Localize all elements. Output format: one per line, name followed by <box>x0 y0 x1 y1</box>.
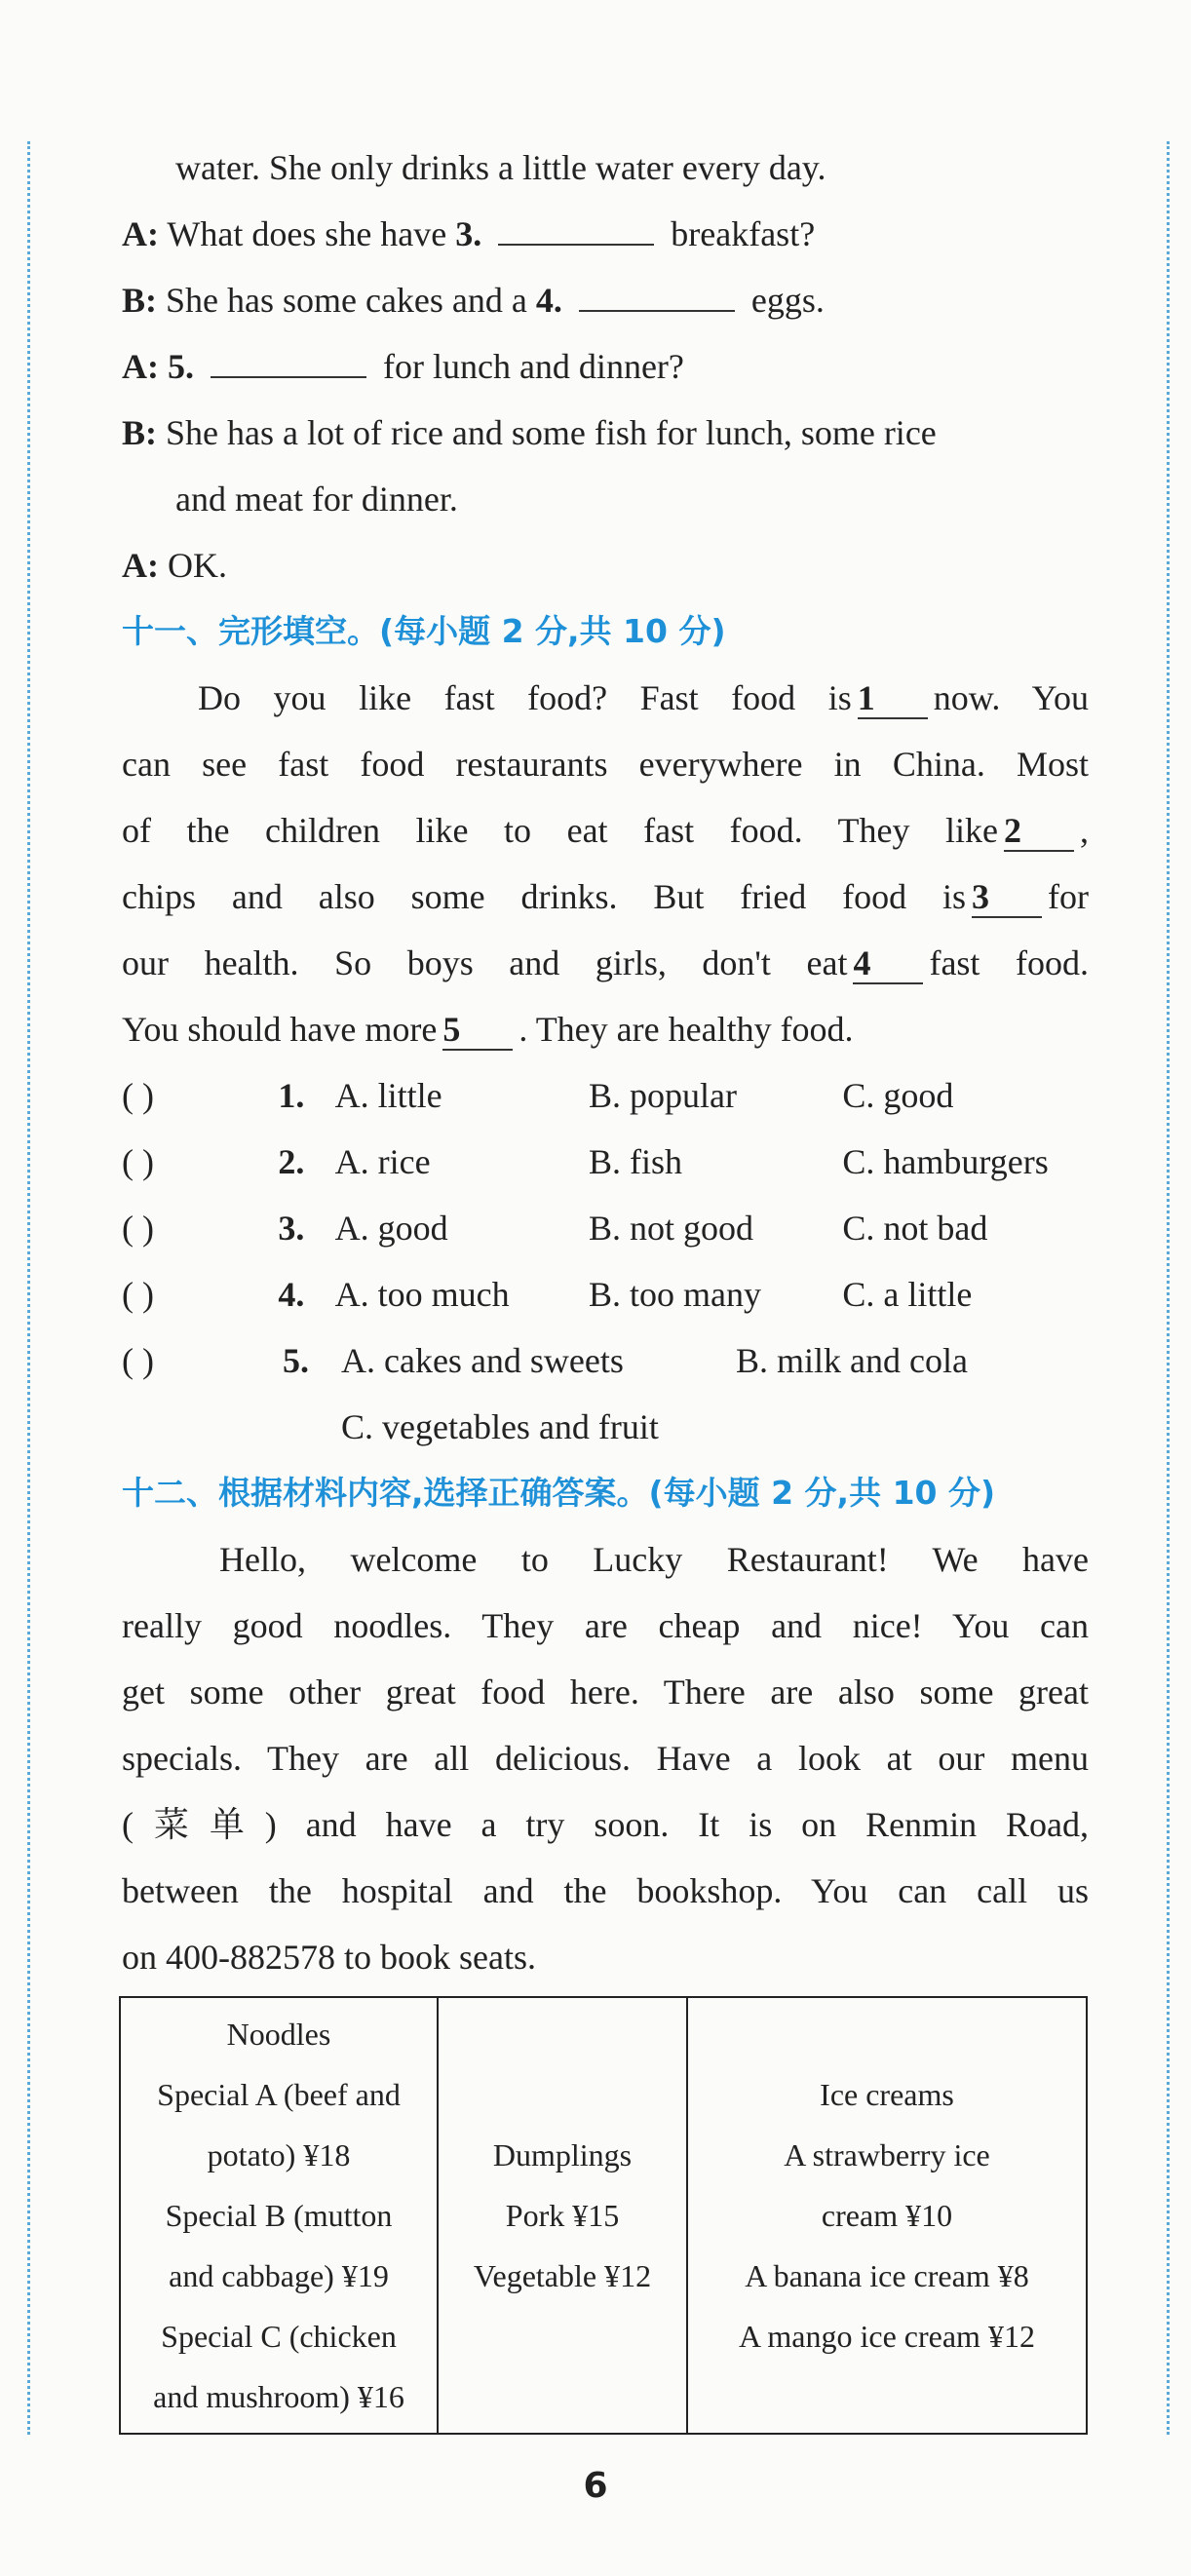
answer-paren[interactable]: ( ) <box>122 1142 154 1181</box>
cloze-line-2: can see fast food restaurants everywhere in China. Most <box>122 745 1089 784</box>
reading-line-3: get some other great food here. There are also some great <box>122 1672 1089 1711</box>
dialogue-line-3 <box>122 267 1089 333</box>
section-11-heading: 十一、完形填空。(每小题 2 分,共 10 分) <box>122 612 726 650</box>
menu-item: Special C (chicken <box>161 2319 397 2354</box>
question-number: 2. <box>278 1142 305 1181</box>
option-a: A. good <box>334 1209 448 1248</box>
option-b: B. fish <box>589 1142 683 1181</box>
cloze-line-4 <box>122 864 1089 930</box>
answer-paren[interactable]: ( ) <box>122 1341 154 1380</box>
left-margin-dotted-line <box>27 141 30 2435</box>
menu-heading: Noodles <box>226 2017 331 2052</box>
option-c: C. good <box>842 1076 954 1115</box>
cloze-gap-4[interactable]: 4 <box>853 943 923 984</box>
question-row-5-cont <box>122 1394 1089 1460</box>
cloze-gap-2[interactable]: 2 <box>1004 811 1074 852</box>
menu-heading: Dumplings <box>492 2137 633 2172</box>
dialogue-text: eggs. <box>742 281 825 320</box>
question-number: 4. <box>278 1275 305 1314</box>
option-c: C. hamburgers <box>842 1142 1049 1181</box>
option-a: A. rice <box>334 1142 431 1181</box>
cloze-text: now. You <box>933 678 1090 717</box>
restaurant-menu-table <box>119 1996 1088 2435</box>
menu-item: and cabbage) ¥19 <box>169 2258 389 2293</box>
answer-paren[interactable]: ( ) <box>122 1076 154 1115</box>
speaker-label: A: <box>122 546 159 585</box>
question-row-3 <box>122 1195 1089 1261</box>
cloze-text: chips and also some drinks. But fried food is <box>122 877 967 916</box>
dialogue-line-2 <box>122 201 1089 267</box>
menu-item: Special B (mutton <box>165 2198 393 2233</box>
option-c: C. not bad <box>842 1209 988 1248</box>
question-number: 5. <box>283 1341 309 1380</box>
option-b: B. popular <box>589 1076 737 1115</box>
menu-item: Vegetable ¥12 <box>473 2258 652 2293</box>
menu-item: potato) ¥18 <box>207 2137 351 2172</box>
menu-item: Pork ¥15 <box>505 2198 620 2233</box>
cloze-line-6 <box>122 996 1089 1062</box>
reading-line-7: on 400-882578 to book seats. <box>122 1938 536 1977</box>
blank-number: 4. <box>535 281 562 320</box>
dialogue-text: What does she have <box>167 214 456 253</box>
reading-line-4: specials. They are all delicious. Have a look at our menu <box>122 1739 1089 1778</box>
dialogue-line-4 <box>122 333 1089 400</box>
cloze-gap-5[interactable]: 5 <box>442 1010 513 1051</box>
reading-line-1: Hello, welcome to Lucky Restaurant! We have <box>219 1540 1089 1579</box>
cloze-line-5 <box>122 930 1089 996</box>
dialogue-text: breakfast? <box>662 214 816 253</box>
blank-number: 5. <box>168 347 194 386</box>
question-number: 3. <box>278 1209 305 1248</box>
menu-item: Special A (beef and <box>157 2077 401 2112</box>
answer-paren[interactable]: ( ) <box>122 1275 154 1314</box>
answer-blank-5[interactable] <box>211 347 366 378</box>
section-12-heading: 十二、根据材料内容,选择正确答案。(每小题 2 分,共 10 分) <box>122 1474 996 1512</box>
cloze-text: for <box>1048 877 1089 916</box>
option-c: C. vegetables and fruit <box>341 1407 659 1446</box>
speaker-label: B: <box>122 281 157 320</box>
option-a: A. too much <box>334 1275 510 1314</box>
menu-item: cream ¥10 <box>821 2198 953 2233</box>
dialogue-text: OK. <box>168 546 227 585</box>
page-content <box>122 135 1089 1990</box>
question-row-1 <box>122 1062 1089 1129</box>
right-margin-dotted-line <box>1167 141 1170 2435</box>
menu-item: A strawberry ice <box>784 2137 990 2172</box>
menu-item: A mango ice cream ¥12 <box>739 2319 1035 2354</box>
speaker-label: B: <box>122 413 157 452</box>
dialogue-text: She has some cakes and a <box>166 281 536 320</box>
cloze-text: Do you like fast food? Fast food is <box>198 678 852 717</box>
answer-paren[interactable]: ( ) <box>122 1209 154 1248</box>
question-number: 1. <box>278 1076 305 1115</box>
menu-item: A banana ice cream ¥8 <box>745 2258 1029 2293</box>
option-b: B. milk and cola <box>736 1341 968 1380</box>
page-number: 6 <box>583 2466 608 2506</box>
dialogue-line-1: water. She only drinks a little water every day. <box>175 148 826 187</box>
dialogue-line-6: and meat for dinner. <box>175 480 458 519</box>
dialogue-text: She has a lot of rice and some fish for lunch, some rice <box>166 413 937 452</box>
menu-item: and mushroom) ¥16 <box>153 2379 404 2414</box>
cloze-text: of the children like to eat fast food. They like <box>122 811 998 850</box>
cloze-text: . They are healthy food. <box>519 1010 854 1049</box>
cloze-line-1 <box>122 665 1089 731</box>
cloze-gap-3[interactable]: 3 <box>972 877 1042 918</box>
option-c: C. a little <box>842 1275 973 1314</box>
answer-blank-3[interactable] <box>498 214 654 246</box>
cloze-text: You should have more <box>122 1010 438 1049</box>
option-b: B. not good <box>589 1209 754 1248</box>
question-row-4 <box>122 1261 1089 1327</box>
dialogue-line-7 <box>122 532 1089 598</box>
reading-line-2: really good noodles. They are cheap and nice! You can <box>122 1606 1089 1645</box>
cloze-gap-1[interactable]: 1 <box>858 678 928 719</box>
icecreams-cell <box>687 1997 1087 2434</box>
cloze-line-3 <box>122 797 1089 864</box>
cloze-text: , <box>1080 811 1089 850</box>
reading-line-6: between the hospital and the bookshop. You can call us <box>122 1871 1089 1910</box>
cloze-text: our health. So boys and girls, don't eat <box>122 943 848 982</box>
dumplings-cell <box>438 1997 687 2434</box>
answer-blank-4[interactable] <box>579 281 735 312</box>
blank-number: 3. <box>455 214 482 253</box>
option-b: B. too many <box>589 1275 761 1314</box>
cloze-text: fast food. <box>929 943 1089 982</box>
noodles-cell <box>120 1997 438 2434</box>
dialogue-line-5 <box>122 400 1089 466</box>
question-row-2 <box>122 1129 1089 1195</box>
reading-line-5: (菜单) and have a try soon. It is on Renmin Road, <box>122 1805 1089 1844</box>
question-row-5 <box>122 1327 1089 1394</box>
dialogue-text: for lunch and dinner? <box>374 347 684 386</box>
option-a: A. cakes and sweets <box>341 1341 624 1380</box>
speaker-label: A: <box>122 214 159 253</box>
speaker-label: A: <box>122 347 159 386</box>
option-a: A. little <box>334 1076 442 1115</box>
menu-heading: Ice creams <box>820 2077 954 2112</box>
